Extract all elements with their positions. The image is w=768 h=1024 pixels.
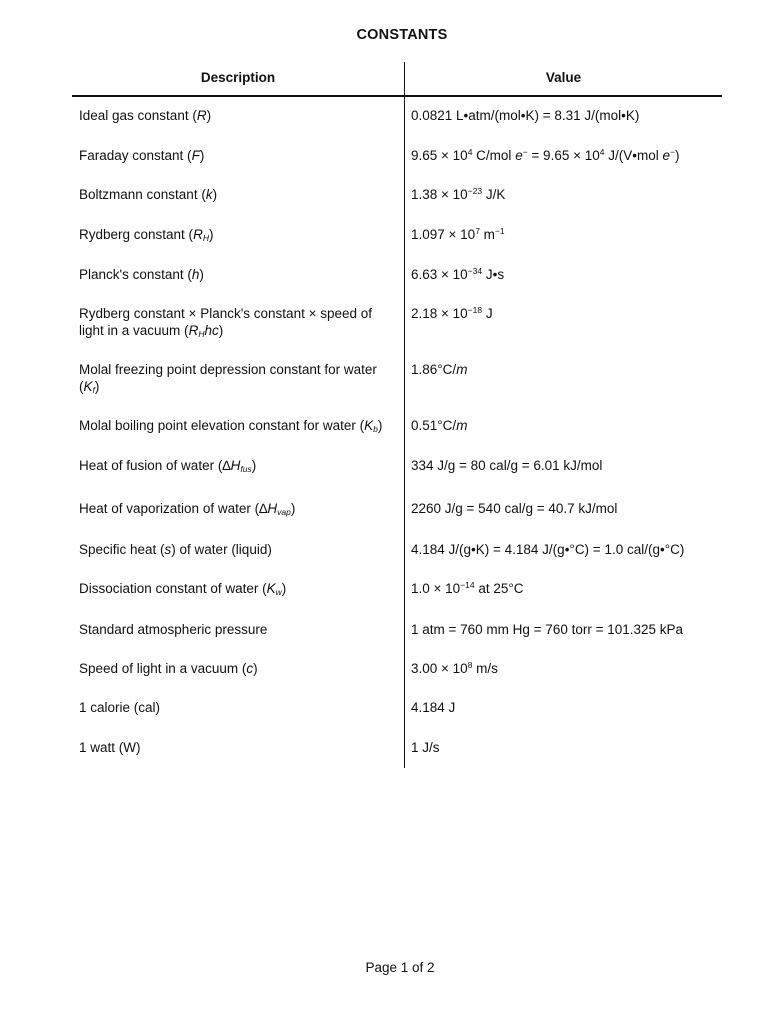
column-header-description: Description [200, 70, 276, 85]
value-cell: 1.86°C/m [411, 362, 468, 377]
value-cell: $1.097 \times 10^7$ $m^{-1}$ [411, 226, 505, 242]
value-cell: 4.184 J [411, 700, 456, 715]
description-cell: Molal boiling point elevation constant for water $(K_b)$ [79, 418, 383, 434]
value-cell: 0.0821 L•atm/(mol•K) = 8.31 J/(mol•K) [411, 108, 640, 123]
description-cell: Speed of light in a vacuum (c) [79, 661, 258, 676]
value-cell: $1.0 \times 10^{-14}$ at 25°C [411, 580, 524, 596]
description-cell: Boltzmann constant (k) [79, 187, 218, 202]
value-cell: $3.00 \times 10^8$ m/s [411, 660, 498, 676]
description-cell: 1 calorie (cal) [79, 700, 161, 715]
page-title: CONSTANTS [356, 27, 448, 43]
value-cell: $2.18 \times 10^{-18}$ J [411, 305, 493, 321]
description-cell: Planck's constant (h) [79, 267, 204, 282]
description-cell: Rydberg constant × Planck's constant × speed of light in a vacuum $(R_Hhc)$ [79, 306, 373, 339]
description-cell: 1 watt (W) [79, 740, 141, 755]
value-cell: $1.38 \times 10^{-23}$ J/K [411, 186, 506, 202]
value-cell: $6.63 \times 10^{-34}$ J•s [411, 266, 505, 282]
description-cell: Heat of vaporization of water $(\Delta H_{vap})$ [79, 501, 296, 517]
column-divider [404, 62, 405, 768]
description-cell: Specific heat (s) of water (liquid) [79, 542, 272, 557]
description-cell: Dissociation constant of water $(K_w)$ [79, 581, 287, 597]
description-cell: Heat of fusion of water $(\Delta H_{fus})$ [79, 458, 257, 474]
value-cell: 4.184 J/(g•K) = 4.184 J/(g•°C) = 1.0 cal/(g•°C) [411, 542, 685, 557]
value-cell: $9.65 \times 10^4$ C/mol $e^- = 9.65 \times 10^4$ J/(V•mol e−) [411, 147, 680, 163]
value-cell: 1 J/s [411, 740, 440, 755]
value-cell: 0.51°C/m [411, 418, 468, 433]
description-cell: Faraday constant (F) [79, 148, 205, 163]
value-cell: 1 atm = 760 mm Hg = 760 torr = 101.325 kPa [411, 622, 684, 637]
table-header [72, 62, 722, 97]
page-number: Page 1 of 2 [365, 960, 435, 975]
column-header-value: Value [545, 70, 582, 85]
value-cell: 2260 J/g = 540 cal/g = 40.7 kJ/mol [411, 501, 618, 516]
value-cell: 334 J/g = 80 cal/g = 6.01 kJ/mol [411, 458, 603, 473]
description-cell: Rydberg constant $(R_H)$ [79, 227, 214, 243]
description-cell: Standard atmospheric pressure [79, 622, 268, 637]
description-cell: Ideal gas constant (R) [79, 108, 212, 123]
description-cell: Molal freezing point depression constant for water $(K_f)$ [79, 362, 377, 395]
